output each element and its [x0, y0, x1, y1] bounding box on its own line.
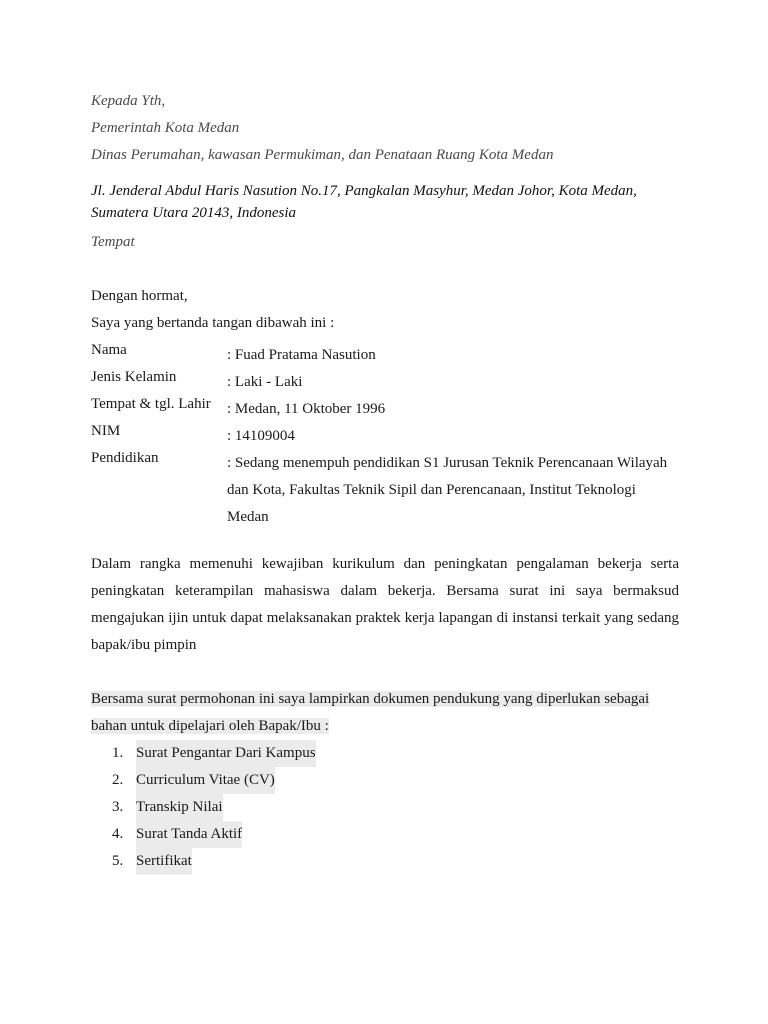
addressee-department: Dinas Perumahan, kawasan Permukiman, dan Penataan Ruang Kota Medan	[91, 147, 554, 163]
list-item-number: 1.	[112, 745, 124, 761]
field-nim-label: NIM	[91, 423, 121, 439]
list-item-text: Curriculum Vitae (CV)	[136, 767, 275, 794]
list-item-text: Sertifikat	[136, 848, 192, 875]
attachments-intro-line: Bersama surat permohonan ini saya lampirkan dokumen pendukung yang diperlukan sebagai	[91, 691, 650, 707]
list-item-number: 3.	[112, 799, 124, 815]
field-nim-value: : 14109004	[227, 428, 295, 444]
list-item-number: 5.	[112, 853, 124, 869]
field-pendidikan-value: : Sedang menempuh pendidikan S1 Jurusan Teknik Perencanaan Wilayah dan Kota, Fakultas Teknik Sipil dan Perencanaan, Institut Teknologi Medan	[227, 455, 668, 525]
addressee-place: Tempat	[91, 234, 135, 250]
addressee-government: Pemerintah Kota Medan	[91, 120, 240, 136]
list-item-text: Surat Tanda Aktif	[136, 821, 242, 848]
attachments-intro	[91, 686, 679, 740]
body-paragraph-line: bapak/ibu pimpin	[91, 637, 197, 653]
list-item-number: 2.	[112, 772, 124, 788]
field-nama-label: Nama	[91, 342, 127, 358]
field-ttl-label: Tempat & tgl. Lahir	[91, 396, 211, 412]
body-paragraph-line: peningkatan keterampilan mahasiswa dalam bekerja. Bersama surat ini saya bermaksud	[91, 583, 679, 599]
body-paragraph-line: Dalam rangka memenuhi kewajiban kurikulum dan peningkatan pengalaman bekerja serta	[91, 556, 679, 572]
field-pendidikan-label: Pendidikan	[91, 450, 159, 466]
addressee-salutation: Kepada Yth,	[91, 93, 166, 109]
intro-line: Saya yang bertanda tangan dibawah ini :	[91, 315, 335, 331]
field-jenis-kelamin-label: Jenis Kelamin	[91, 369, 177, 385]
list-item-text: Transkip Nilai	[136, 794, 223, 821]
field-jenis-kelamin-value: : Laki - Laki	[227, 374, 303, 390]
list-item-number: 4.	[112, 826, 124, 842]
list-item-text: Surat Pengantar Dari Kampus	[136, 740, 316, 767]
field-ttl-value: : Medan, 11 Oktober 1996	[227, 401, 386, 417]
field-nama-value: : Fuad Pratama Nasution	[227, 347, 376, 363]
addressee-street-address: Jl. Jenderal Abdul Haris Nasution No.17, Pangkalan Masyhur, Medan Johor, Kota Medan, Sumatera Utara 20143, Indonesia	[91, 183, 637, 221]
attachments-intro-line: bahan untuk dipelajari oleh Bapak/Ibu :	[91, 718, 329, 734]
body-paragraph	[91, 551, 679, 659]
greeting: Dengan hormat,	[91, 288, 188, 304]
body-paragraph-line: mengajukan ijin untuk dapat melaksanakan praktek kerja lapangan di instansi terkait yang sedang	[91, 610, 679, 626]
